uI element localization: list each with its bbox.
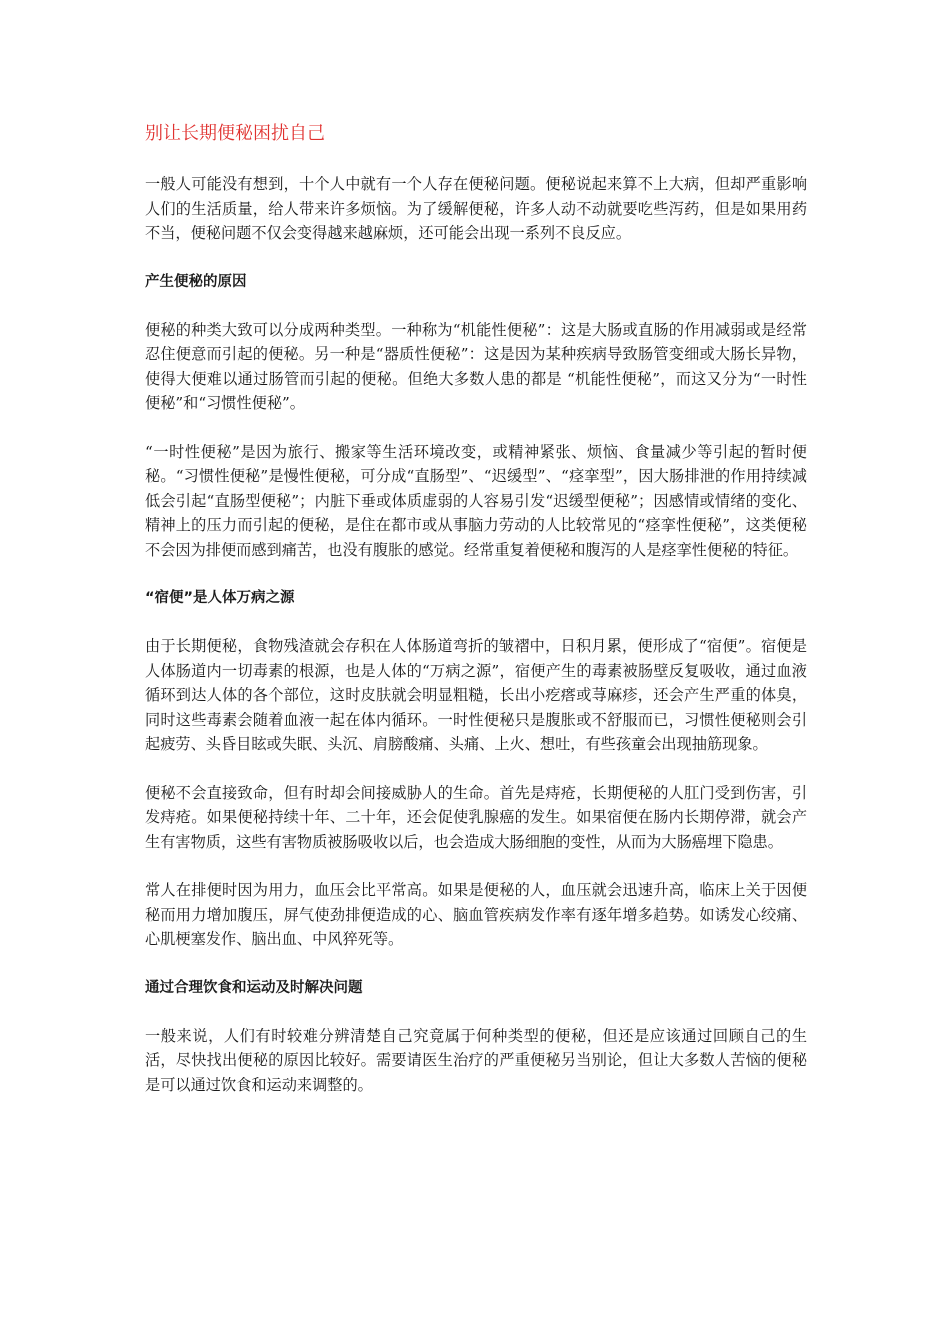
intro-paragraph: 一般人可能没有想到，十个人中就有一个人存在便秘问题。便秘说起来算不上大病，但却严重影响人们的生活质量，给人带来许多烦恼。为了缓解便秘，许多人动不动就要吃些泻药，但是如果用药不当，便秘问题不仅会变得越来越麻烦，还可能会出现一系列不良反应。 [145, 175, 807, 242]
section-heading-stool: “宿便”是人体万病之源 [145, 590, 295, 606]
section-heading-solution: 通过合理饮食和运动及时解决问题 [145, 979, 363, 996]
document-page [145, 120, 807, 1121]
section-heading-causes: 产生便秘的原因 [145, 273, 247, 290]
article-title: 别让长期便秘困扰自己 [145, 123, 325, 144]
stool-paragraph-3: 常人在排便时因为用力，血压会比平常高。如果是便秘的人，血压就会迅速升高，临床上关于因便秘而用力增加腹压，屏气使劲排便造成的心、脑血管疾病发作率有逐年增多趋势。如诱发心绞痛、心肌梗塞发作、脑出血、中风猝死等。 [145, 881, 807, 948]
stool-paragraph-1: 由于长期便秘，食物残渣就会存积在人体肠道弯折的皱褶中，日积月累，便形成了“宿便”。宿便是人体肠道内一切毒素的根源，也是人体的“万病之源”，宿便产生的毒素被肠壁反复吸收，通过血液循环到达人体的各个部位，这时皮肤就会明显粗糙，长出小疙瘩或荨麻疹，还会产生严重的体臭，同时这些毒素会随着血液一起在体内循环。一时性便秘只是腹胀或不舒服而已，习惯性便秘则会引起疲劳、头昏目眩或失眠、头沉、肩膀酸痛、头痛、上火、想吐，有些孩童会出现抽筋现象。 [145, 637, 807, 753]
causes-paragraph-1: 便秘的种类大致可以分成两种类型。一种称为“机能性便秘”：这是大肠或直肠的作用减弱或是经常忍住便意而引起的便秘。另一种是“器质性便秘”：这是因为某种疾病导致肠管变细或大肠长异物，使得大便难以通过肠管而引起的便秘。但绝大多数人患的都是 “机能性便秘”，而这又分为“一时性便秘”和“习惯性便秘”。 [145, 320, 807, 412]
causes-paragraph-2: “一时性便秘”是因为旅行、搬家等生活环境改变，或精神紧张、烦恼、食量减少等引起的暂时便秘。“习惯性便秘”是慢性便秘，可分成“直肠型”、“迟缓型”、“痉挛型”，因大肠排泄的作用持续减低会引起“直肠型便秘”；内脏下垂或体质虚弱的人容易引发“迟缓型便秘”；因感情或情绪的变化、精神上的压力而引起的便秘，是住在都市或从事脑力劳动的人比较常见的“痉挛性便秘”，这类便秘不会因为排便而感到痛苦，也没有腹胀的感觉。经常重复着便秘和腹泻的人是痉挛性便秘的特征。 [145, 442, 807, 559]
stool-paragraph-2: 便秘不会直接致命，但有时却会间接威胁人的生命。首先是痔疮，长期便秘的人肛门受到伤害，引发痔疮。如果便秘持续十年、二十年，还会促使乳腺癌的发生。如果宿便在肠内长期停滞，就会产生有害物质，这些有害物质被肠吸收以后，也会造成大肠细胞的变性，从而为大肠癌埋下隐患。 [145, 783, 807, 851]
solution-paragraph-1: 一般来说，人们有时较难分辨清楚自己究竟属于何种类型的便秘，但还是应该通过回顾自己的生活，尽快找出便秘的原因比较好。需要请医生治疗的严重便秘另当别论，但让大多数人苦恼的便秘是可以通过饮食和运动来调整的。 [145, 1026, 807, 1094]
